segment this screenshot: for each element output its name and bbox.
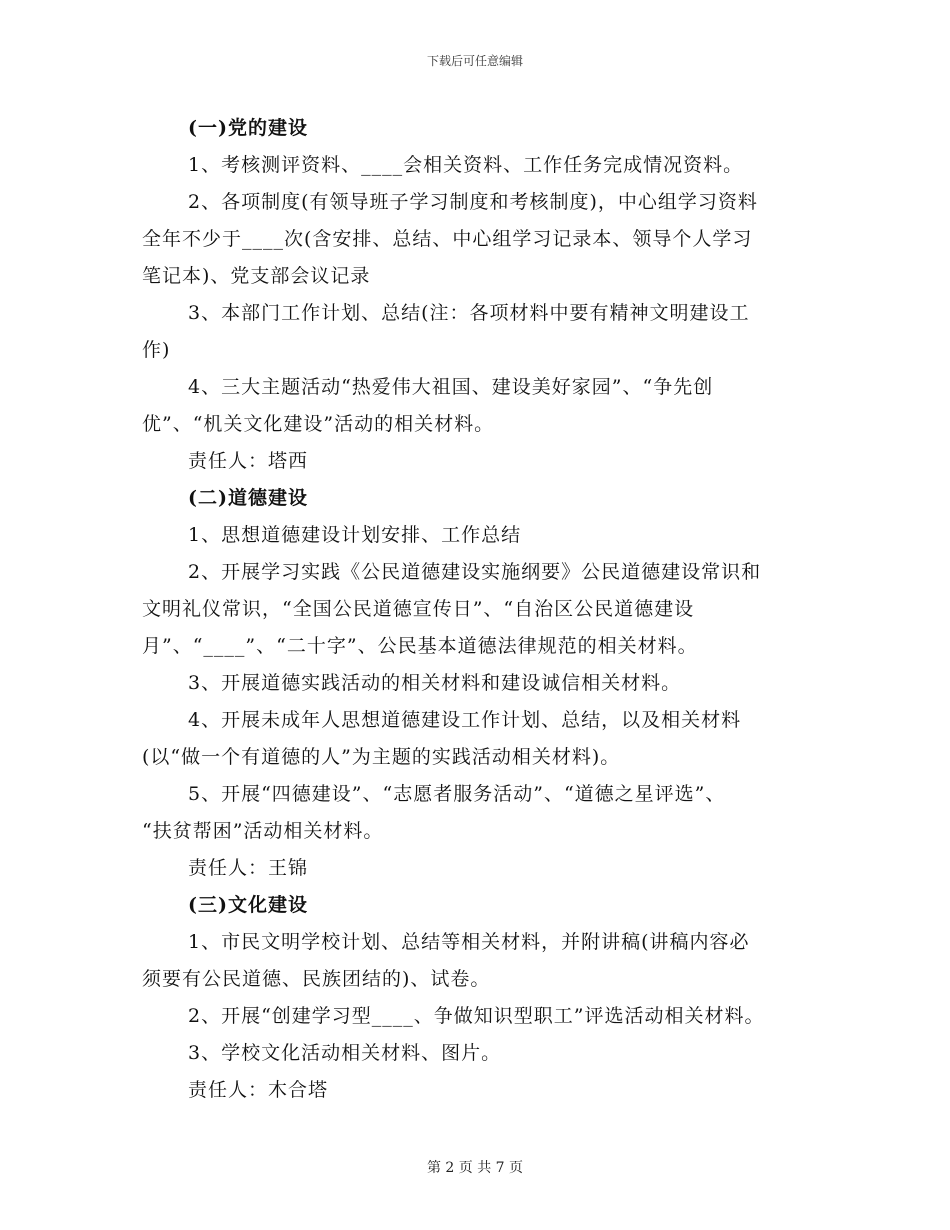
body-line: 3、学校文化活动相关材料、图片。 [188, 1042, 502, 1064]
body-line: 1、市民文明学校计划、总结等相关材料，并附讲稿(讲稿内容必 [188, 931, 750, 953]
body-line: 2、各项制度(有领导班子学习制度和考核制度)，中心组学习资料 [188, 191, 758, 213]
section-heading-culture: (三)文化建设 [188, 894, 308, 916]
page-header-note: 下载后可任意编辑 [426, 54, 523, 68]
section-heading-morality: (二)道德建设 [188, 487, 308, 509]
body-line: 文明礼仪常识，“全国公民道德宣传日”、“自治区公民道德建设 [142, 598, 695, 620]
body-line: 作) [142, 339, 171, 361]
body-line: 须要有公民道德、民族团结的)、试卷。 [142, 968, 491, 990]
body-line: (以“做一个有道德的人”为主题的实践活动相关材料)。 [142, 746, 621, 768]
body-line: 2、开展学习实践《公民道德建设实施纲要》公民道德建设常识和 [188, 561, 762, 583]
page-number-footer: 第 2 页 共 7 页 [426, 1160, 524, 1176]
body-line: 全年不少于____次(含安排、总结、中心组学习记录本、领导个人学习 [142, 228, 753, 250]
body-line: 2、开展“创建学习型____、争做知识型职工”评选活动相关材料。 [188, 1005, 765, 1027]
responsible-person-line: 责任人：木合塔 [188, 1079, 329, 1101]
body-line: 月”、“____”、“二十字”、公民基本道德法律规范的相关材料。 [142, 635, 698, 657]
body-line: 5、开展“四德建设”、“志愿者服务活动”、“道德之星评选”、 [188, 783, 726, 805]
document-body [142, 110, 822, 1109]
body-line: 3、本部门工作计划、总结(注：各项材料中要有精神文明建设工 [188, 302, 750, 324]
body-line: 1、考核测评资料、____会相关资料、工作任务完成情况资料。 [188, 154, 744, 176]
responsible-person-line: 责任人：王锦 [188, 857, 309, 879]
body-line: “扶贫帮困”活动相关材料。 [142, 820, 384, 842]
body-line: 优”、“机关文化建设”活动的相关材料。 [142, 413, 495, 435]
body-line: 4、三大主题活动“热爱伟大祖国、建设美好家园”、“争先创 [188, 376, 714, 398]
body-line: 1、思想道德建设计划安排、工作总结 [188, 524, 522, 546]
responsible-person-line: 责任人：塔西 [188, 450, 309, 472]
body-line: 笔记本)、党支部会议记录 [142, 265, 371, 287]
body-line: 3、开展道德实践活动的相关材料和建设诚信相关材料。 [188, 672, 682, 694]
section-heading-party: (一)党的建设 [188, 117, 308, 139]
body-line: 4、开展未成年人思想道德建设工作计划、总结，以及相关材料 [188, 709, 742, 731]
